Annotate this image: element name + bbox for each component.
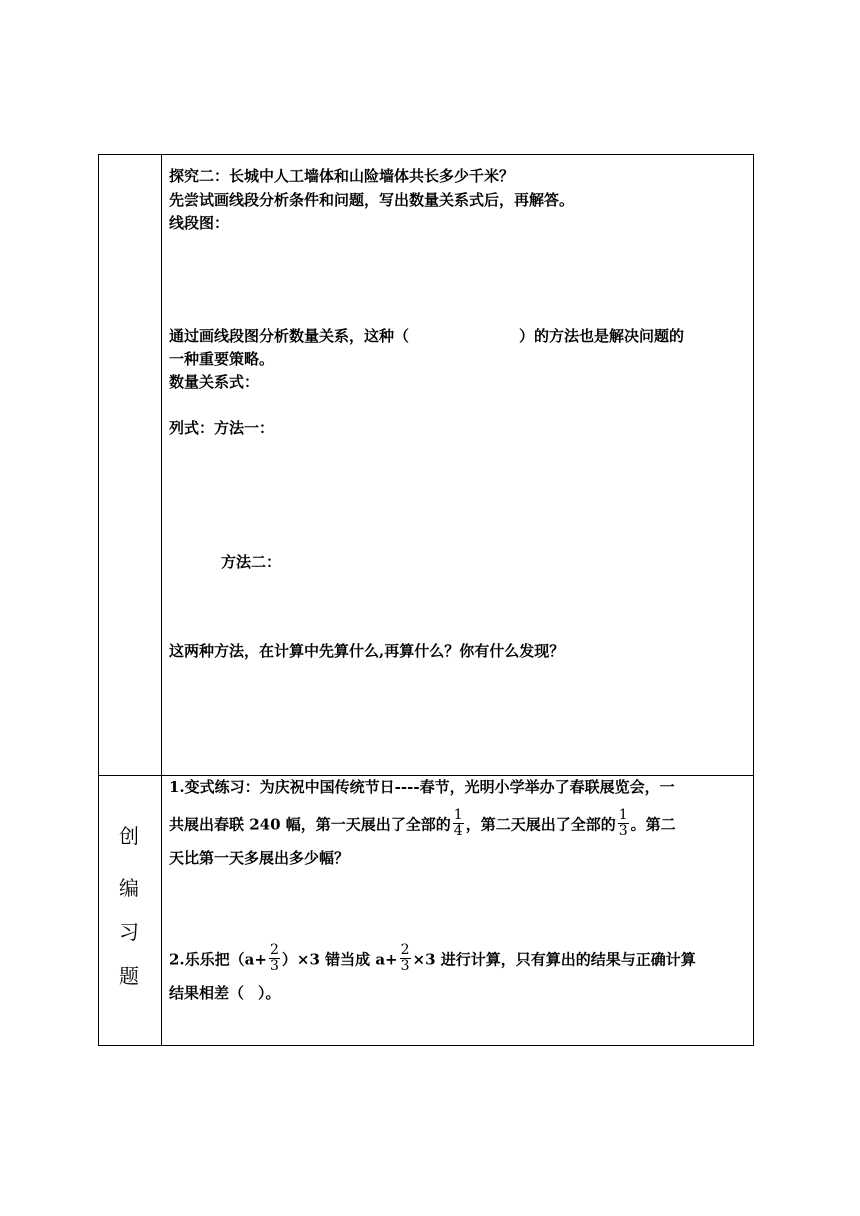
problem-2-text-a: 2.乐乐把（a+ xyxy=(169,950,267,969)
fraction-denominator: 3 xyxy=(269,958,279,974)
side-char-3: 习 xyxy=(119,920,139,944)
problem-2-line-1 xyxy=(169,942,696,976)
column-divider xyxy=(161,155,162,1045)
strategy-line-1 xyxy=(169,326,684,346)
problem-1-line-1: 1.变式练习：为庆祝中国传统节日----春节，光明小学举办了春联展览会，一 xyxy=(169,778,675,796)
relation-label: 数量关系式： xyxy=(169,373,260,391)
side-char-1: 创 xyxy=(119,824,139,848)
side-char-2: 编 xyxy=(119,876,139,900)
problem-2-text-e: ）。 xyxy=(258,984,281,1002)
fraction-numerator: 1 xyxy=(618,807,628,823)
explore2-instruction: 先尝试画线段分析条件和问题，写出数量关系式后，再解答。 xyxy=(169,191,575,209)
problem-2-text-d: 结果相差（ xyxy=(169,984,245,1002)
fraction-one-quarter xyxy=(453,808,464,839)
problem-2-text-c: ×3 进行计算，只有算出的结果与正确计算 xyxy=(412,950,696,969)
comparison-question: 这两种方法，在计算中先算什么,再算什么？你有什么发现？ xyxy=(169,642,565,660)
method-2-label: 方法二： xyxy=(221,553,282,571)
problem-1-line-2 xyxy=(169,807,676,841)
problem-2-line-2 xyxy=(169,983,281,1003)
problem-1-text-c: 。第二 xyxy=(630,815,676,834)
fraction-numerator: 2 xyxy=(400,942,410,958)
strategy-line-2: 一种重要策略。 xyxy=(169,350,275,368)
explore2-title: 探究二：长城中人工墙体和山险墙体共长多少千米？ xyxy=(169,167,515,185)
fraction-denominator: 3 xyxy=(400,958,410,974)
formula-method-1: 列式：方法一： xyxy=(169,419,275,437)
worksheet-table xyxy=(98,154,754,1046)
problem-1-text-a: 共展出春联 240 幅，第一天展出了全部的 xyxy=(169,815,451,834)
diagram-label: 线段图： xyxy=(169,214,230,232)
fraction-numerator: 2 xyxy=(269,942,279,958)
strategy-text-b: ）的方法也是解决问题的 xyxy=(519,327,685,345)
fraction-two-thirds xyxy=(400,943,411,974)
problem-1-line-3: 天比第一天多展出多少幅？ xyxy=(169,849,350,867)
fraction-denominator: 4 xyxy=(453,823,463,839)
row-divider xyxy=(99,775,753,776)
problem-1-text-b: ，第二天展出了全部的 xyxy=(465,815,616,834)
strategy-text-a: 通过画线段图分析数量关系，这种（ xyxy=(169,327,410,345)
side-char-4: 题 xyxy=(119,964,139,988)
fraction-two-thirds xyxy=(269,943,280,974)
fraction-denominator: 3 xyxy=(618,823,628,839)
problem-2-text-b: ）×3 错当成 a+ xyxy=(281,950,398,969)
fraction-one-third xyxy=(618,808,629,839)
fraction-numerator: 1 xyxy=(453,807,463,823)
